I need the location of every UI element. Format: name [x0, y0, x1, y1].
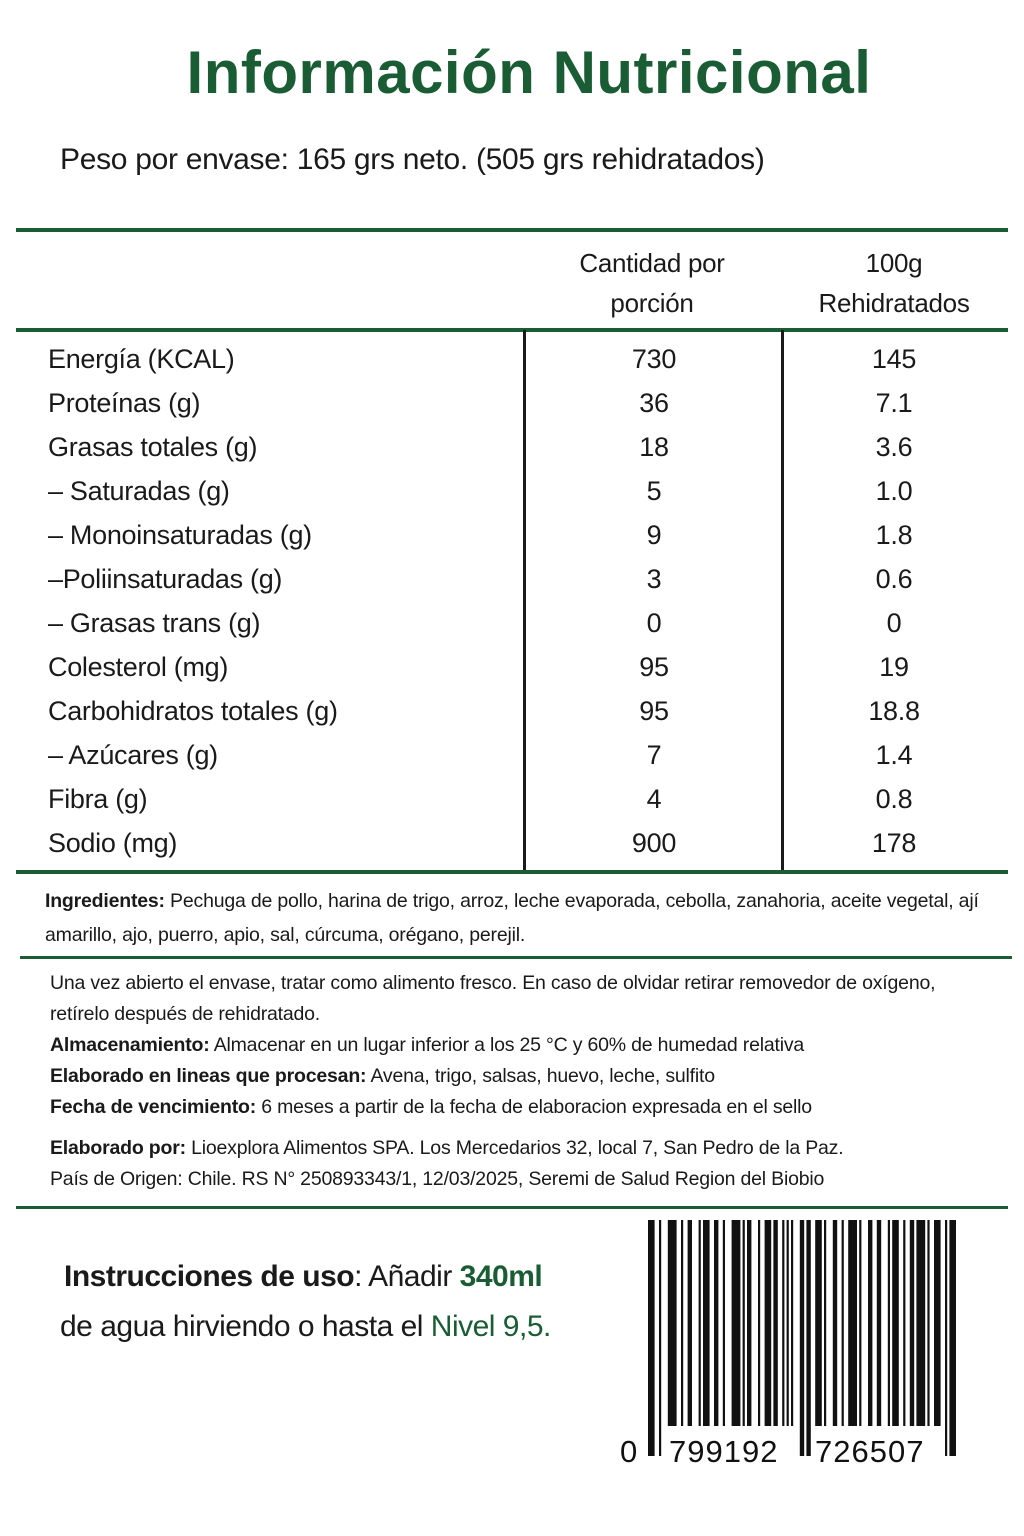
barcode-bar — [927, 1220, 929, 1426]
page-title: Información Nutricional — [186, 39, 872, 106]
barcode-bar — [659, 1220, 661, 1456]
barcode-bar — [732, 1220, 741, 1426]
per-portion-value: 5 — [646, 476, 662, 506]
origin-line: País de Origen: Chile. RS N° 250893343/1, 12/03/2025, Seremi de Salud Region del Biobio — [50, 1168, 825, 1190]
barcode-bar — [949, 1220, 956, 1456]
barcode-bar — [815, 1220, 822, 1426]
usage-instructions — [60, 1252, 600, 1352]
barcode-bar — [903, 1220, 905, 1426]
barcode-group-2: 726507 — [815, 1434, 925, 1468]
per-100g-value: 19 — [879, 652, 909, 682]
barcode-group-1: 799192 — [669, 1434, 779, 1468]
per-100g-value: 145 — [871, 344, 917, 374]
table-bottom-rule — [16, 870, 1008, 874]
per-portion-value: 4 — [646, 784, 662, 814]
per-portion-value: 730 — [631, 344, 677, 374]
storage-label: Almacenamiento: — [50, 1034, 210, 1056]
package-weight: Peso por envase: 165 grs neto. (505 grs rehidratados) — [60, 143, 765, 176]
nutrient-name: Energía (KCAL) — [48, 344, 235, 374]
maker-label: Elaborado por: — [50, 1137, 186, 1159]
per-100g-value: 1.0 — [875, 476, 913, 506]
usage-line2-text: de agua hirviendo o hasta el — [60, 1310, 431, 1343]
notes-rule — [16, 1206, 1008, 1209]
expiry-label: Fecha de vencimiento: — [50, 1096, 257, 1118]
barcode-bar — [842, 1220, 844, 1426]
per-portion-value: 95 — [639, 696, 669, 726]
nutrition-row — [0, 601, 1024, 645]
nutrient-name: –Poliinsaturadas (g) — [48, 564, 283, 594]
nutrition-row — [0, 381, 1024, 425]
per-100g-value: 0.6 — [875, 564, 913, 594]
per-portion-value: 900 — [631, 828, 677, 858]
usage-level: Nivel 9,5. — [430, 1310, 551, 1343]
nutrition-row — [0, 689, 1024, 733]
per-100g-value: 178 — [871, 828, 917, 858]
barcode-bar — [806, 1220, 810, 1456]
nutrient-name: – Grasas trans (g) — [48, 608, 261, 638]
per-portion-value: 7 — [646, 740, 662, 770]
ingredients-text: Pechuga de pollo, harina de trigo, arroz, leche evaporada, cebolla, zanahoria, aceite vegetal, ají amarillo, ajo, puerro, apio, sal, cúrcuma, orégano, perejil. — [45, 890, 979, 946]
barcode-bar — [934, 1220, 941, 1426]
lines-line — [50, 1061, 970, 1092]
per-100g-value: 0.8 — [875, 784, 913, 814]
barcode-bar — [668, 1220, 677, 1426]
lines-label: Elaborado en lineas que procesan: — [50, 1065, 367, 1087]
maker-line — [50, 1133, 970, 1164]
barcode-bar — [910, 1220, 914, 1426]
usage-line-2 — [60, 1302, 600, 1352]
barcode-bar — [747, 1220, 751, 1426]
col-header-per-portion-line1: Cantidad por — [579, 248, 725, 278]
table-header-rule — [16, 328, 1008, 332]
barcode-bar — [877, 1220, 881, 1426]
barcode-bar — [703, 1220, 710, 1426]
lines-text: Avena, trigo, salsas, huevo, leche, sulfito — [366, 1065, 715, 1087]
per-100g-value: 0 — [886, 608, 902, 638]
barcode-bar — [791, 1220, 793, 1426]
nutrient-name: – Saturadas (g) — [48, 476, 230, 506]
per-100g-value: 7.1 — [875, 388, 913, 418]
ingredients-label: Ingredientes: — [45, 890, 165, 912]
per-100g-value: 1.8 — [875, 520, 913, 550]
per-portion-value: 36 — [639, 388, 669, 418]
nutrient-name: Colesterol (mg) — [48, 652, 229, 682]
barcode-bar — [888, 1220, 890, 1426]
per-portion-value: 18 — [639, 432, 669, 462]
storage-text: Almacenar en un lugar inferior a los 25 °C y 60% de humedad relativa — [209, 1034, 805, 1056]
per-100g-value: 3.6 — [875, 432, 913, 462]
col-header-per-100g-line2: Rehidratados — [818, 288, 970, 318]
opening-note: Una vez abierto el envase, tratar como alimento fresco. En caso de olvidar retirar removedor de oxígeno, retírelo después de rehidratado. — [50, 972, 936, 1025]
barcode-bar — [648, 1220, 655, 1456]
barcode-bar — [868, 1220, 872, 1426]
per-portion-value: 95 — [639, 652, 669, 682]
nutrition-row — [0, 821, 1024, 865]
usage-line-1 — [60, 1252, 600, 1302]
ingredients-block — [45, 884, 985, 952]
nutrition-row — [0, 513, 1024, 557]
barcode-bar — [714, 1220, 718, 1426]
nutrient-name: Sodio (mg) — [48, 828, 178, 858]
barcode-bar — [758, 1220, 760, 1426]
usage-colon: : Añadir — [354, 1260, 460, 1293]
col-header-per-portion — [527, 243, 777, 323]
maker-text: Lioexplora Alimentos SPA. Los Mercedarios 32, local 7, San Pedro de la Paz. — [185, 1137, 844, 1159]
barcode-digit-left: 0 — [620, 1434, 638, 1468]
barcode-bar — [688, 1220, 692, 1426]
barcode — [612, 1218, 962, 1468]
barcode-bar — [892, 1220, 899, 1426]
barcode-bar — [859, 1220, 861, 1426]
col-header-per-portion-line2: porción — [610, 288, 694, 318]
nutrition-row — [0, 337, 1024, 381]
per-portion-value: 9 — [646, 520, 662, 550]
barcode-bar — [800, 1220, 804, 1456]
per-portion-value: 3 — [646, 564, 662, 594]
expiry-line — [50, 1092, 970, 1123]
barcode-bar — [773, 1220, 777, 1426]
expiry-text: 6 meses a partir de la fecha de elaboracion expresada en el sello — [256, 1096, 812, 1118]
col-header-per-100g — [784, 243, 1004, 323]
nutrient-name: Proteínas (g) — [48, 388, 201, 418]
barcode-bar — [743, 1220, 745, 1426]
barcode-bar — [824, 1220, 826, 1426]
nutrient-name: – Monoinsaturadas (g) — [48, 520, 312, 550]
nutrient-name: Carbohidratos totales (g) — [48, 696, 338, 726]
barcode-bar — [723, 1220, 725, 1426]
barcode-bar — [765, 1220, 772, 1426]
barcode-bar — [699, 1220, 701, 1426]
barcode-bar — [782, 1220, 784, 1426]
per-100g-value: 18.8 — [868, 696, 920, 726]
barcode-bar — [787, 1220, 789, 1426]
col-header-per-100g-line1: 100g — [865, 248, 923, 278]
nutrient-name: Grasas totales (g) — [48, 432, 258, 462]
usage-label: Instrucciones de uso — [64, 1260, 355, 1293]
barcode-bar — [833, 1220, 837, 1426]
nutrition-row — [0, 557, 1024, 601]
barcode-bar — [916, 1220, 925, 1426]
nutrition-row — [0, 645, 1024, 689]
nutrient-name: Fibra (g) — [48, 784, 148, 814]
nutrition-row — [0, 733, 1024, 777]
per-portion-value: 0 — [646, 608, 662, 638]
barcode-bar — [681, 1220, 683, 1426]
notes-block — [50, 968, 970, 1195]
barcode-bar — [848, 1220, 857, 1426]
nutrition-row — [0, 777, 1024, 821]
table-top-rule — [16, 228, 1008, 232]
ingredients-rule — [20, 956, 1012, 959]
storage-line — [50, 1030, 970, 1061]
per-100g-value: 1.4 — [875, 740, 913, 770]
barcode-bar — [945, 1220, 947, 1456]
nutrition-row — [0, 469, 1024, 513]
nutrient-name: – Azúcares (g) — [48, 740, 218, 770]
nutrition-row — [0, 425, 1024, 469]
usage-amount: 340ml — [459, 1260, 543, 1293]
